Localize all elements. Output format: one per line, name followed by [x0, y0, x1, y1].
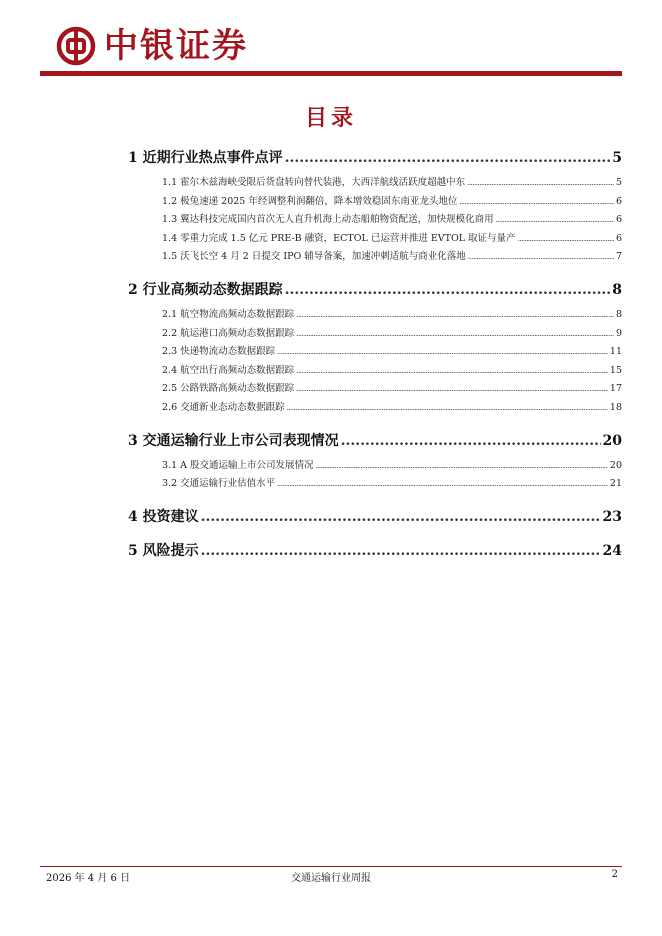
toc-subsection-page: 15 [609, 364, 622, 376]
toc-subsection-page: 6 [615, 232, 622, 244]
footer-rule [40, 866, 622, 867]
toc-section-label: 2 行业高频动态数据跟踪 [128, 281, 283, 298]
toc-subsection-label: 2.6 交通新业态动态数据跟踪 [162, 401, 285, 413]
toc-subsection-entry[interactable] [128, 343, 622, 362]
toc-subsection-label: 3.2 交通运输行业估值水平 [162, 478, 276, 490]
toc-section-page: 5 [612, 150, 622, 166]
toc-leader-dots [316, 462, 608, 470]
toc-leader-dots [285, 282, 611, 298]
toc-leader-dots [201, 509, 601, 525]
toc-leader-dots [296, 367, 608, 375]
toc-subsection-entry[interactable] [128, 380, 622, 399]
table-of-contents [128, 147, 622, 574]
toc-subsection-entry[interactable] [128, 457, 622, 476]
toc-leader-dots [296, 330, 614, 338]
toc-leader-dots [285, 150, 611, 166]
toc-subsection-page: 6 [615, 195, 622, 207]
toc-subsection-label: 2.4 航空出行高频动态数据跟踪 [162, 364, 295, 376]
footer-date: 2026 年 4 月 6 日 [46, 873, 131, 884]
toc-subsection-entry[interactable] [128, 325, 622, 344]
footer-page-number: 2 [611, 869, 618, 880]
toc-subsection-label: 2.2 航运港口高频动态数据跟踪 [162, 327, 295, 339]
toc-subsection-entry[interactable] [128, 174, 622, 193]
toc-leader-dots [496, 216, 614, 224]
toc-section-label: 5 风险提示 [128, 542, 199, 559]
toc-section-page: 23 [602, 508, 622, 525]
toc-leader-dots [341, 433, 601, 449]
toc-subsection-entry[interactable] [128, 362, 622, 381]
toc-leader-dots [459, 198, 614, 206]
toc-section-entry[interactable] [128, 430, 622, 452]
toc-subsection-label: 1.2 极兔速递 2025 年经调整利润翻倍，降本增效稳固东南亚龙头地位 [162, 195, 458, 207]
toc-section-entry[interactable] [128, 506, 622, 528]
toc-subsection-label: 2.5 公路铁路高频动态数据跟踪 [162, 383, 295, 395]
toc-leader-dots [287, 404, 608, 412]
toc-leader-dots [518, 235, 614, 243]
toc-subsection-entry[interactable] [128, 230, 622, 249]
toc-subsection-label: 1.3 翼达科技完成国内首次无人直升机海上动态船舶物资配送，加快规模化商用 [162, 214, 494, 226]
toc-subsection-label: 1.1 霍尔木兹海峡受限后货盘转向替代装港，大西洋航线活跃度超越中东 [162, 177, 466, 188]
brand-name: 中银证券 [104, 26, 248, 66]
bank-of-china-logo-icon [56, 26, 96, 66]
toc-subsection-entry[interactable] [128, 475, 622, 494]
toc-leader-dots [201, 543, 601, 559]
toc-subsection-label: 1.4 零重力完成 1.5 亿元 PRE-B 融资，ECTOL 已运营并推进 EVTOL 取证与量产 [162, 232, 516, 244]
toc-subsection-label: 2.3 快递物流动态数据跟踪 [162, 346, 276, 358]
toc-subsection-page: 6 [615, 214, 622, 226]
toc-section-page: 24 [602, 542, 622, 559]
footer-title: 交通运输行业周报 [291, 873, 371, 884]
toc-title: 目录 [304, 105, 357, 131]
toc-leader-dots [296, 311, 614, 319]
toc-subsection-page: 7 [615, 251, 622, 263]
toc-subsection-page: 17 [609, 383, 622, 395]
toc-section-label: 3 交通运输行业上市公司表现情况 [128, 432, 339, 449]
toc-subsection-page: 5 [615, 177, 622, 188]
toc-subsection-label: 2.1 航空物流高频动态数据跟踪 [162, 308, 295, 320]
toc-subsection-entry[interactable] [128, 248, 622, 267]
toc-subsection-entry[interactable] [128, 193, 622, 212]
toc-subsection-page: 11 [609, 346, 622, 358]
toc-section-entry[interactable] [128, 279, 622, 301]
toc-section-page: 20 [602, 432, 622, 449]
toc-subsection-entry[interactable] [128, 306, 622, 325]
toc-subsection-entry[interactable] [128, 399, 622, 418]
toc-subsection-page: 21 [609, 478, 622, 490]
toc-leader-dots [296, 385, 608, 393]
toc-section-page: 8 [612, 281, 622, 298]
toc-subsection-page: 8 [615, 308, 622, 320]
toc-leader-dots [467, 179, 614, 187]
header-rule [40, 71, 622, 76]
toc-subsection-entry[interactable] [128, 211, 622, 230]
toc-leader-dots [277, 480, 608, 488]
toc-subsection-page: 9 [615, 327, 622, 339]
toc-subsection-label: 3.1 A 股交通运输上市公司发展情况 [162, 459, 314, 471]
toc-section-entry[interactable] [128, 540, 622, 562]
toc-subsection-page: 18 [609, 401, 622, 413]
toc-section-label: 4 投资建议 [128, 508, 199, 525]
toc-section-label: 1 近期行业热点事件点评 [128, 150, 283, 166]
toc-section-entry[interactable] [128, 147, 622, 169]
toc-subsection-label: 1.5 沃飞长空 4 月 2 日提交 IPO 辅导备案，加速冲刺适航与商业化落地 [162, 251, 466, 263]
toc-leader-dots [277, 348, 608, 356]
toc-subsection-page: 20 [609, 459, 622, 471]
toc-leader-dots [468, 253, 614, 261]
